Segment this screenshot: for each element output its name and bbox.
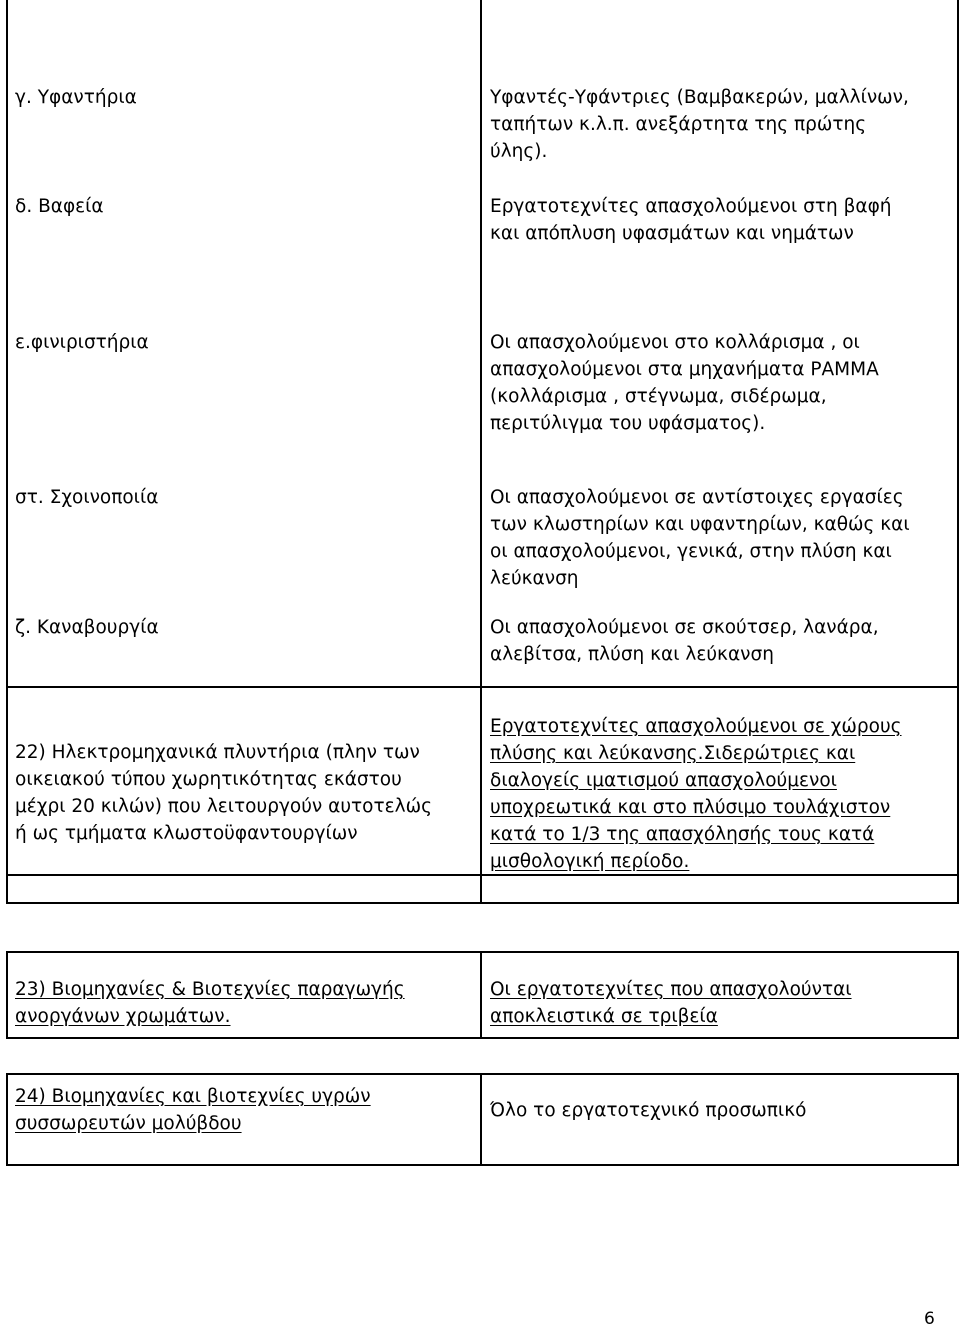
table-border-right [957,1073,959,1166]
row-desc-sxoinopoiia: Οι απασχολούμενοι σε αντίστοιχες εργασίες των κλωστηρίων και υφαντηρίων, καθώς και οι απασχολούμενοι, γενικά, στην πλύση και λεύκανση [490,487,910,589]
row-label-yfantiria: γ. Υφαντήρια [15,87,137,108]
row-label-24: 24) Βιομηχανίες και βιοτεχνίες υγρών συσσωρευτών μολύβδου [15,1086,371,1134]
row-label-finiristiria: ε.φινιριστήρια [15,332,149,353]
table-row-divider [6,1037,959,1039]
row-label-22: 22) Ηλεκτρομηχανικά πλυντήρια (πλην των οικειακού τύπου χωρητικότητας εκάστου μέχρι 20 κιλών) που λειτουργούν αυτοτελώς ή ως τμήματα κλωστοϋφαντουργίων [15,742,432,844]
row-desc-24: Όλο το εργατοτεχνικό προσωπικό [490,1100,807,1121]
table-row-divider [6,686,959,688]
table-border-right [957,0,959,904]
row-desc-vafeia: Εργατοτεχνίτες απασχολούμενοι στη βαφή και απόπλυση υφασμάτων και νημάτων [490,196,892,244]
row-desc-23: Οι εργατοτεχνίτες που απασχολούνται αποκλειστικά σε τριβεία [490,979,852,1027]
row-desc-22: Εργατοτεχνίτες απασχολούμενοι σε χώρους πλύσης και λεύκανσης.Σιδερώτριες και διαλογείς ιματισμού απασχολούμενοι υποχρεωτικά και στο πλύσιμο τουλάχιστον κατά το 1/3 της απασχόλησής τους κατά μισθολογική περίοδο. [490,716,902,872]
table-border-right [957,951,959,1039]
table-column-divider [480,951,482,1039]
row-desc-kanavourgia: Οι απασχολούμενοι σε σκούτσερ, λανάρα, αλεβίτσα, πλύση και λεύκανση [490,617,879,665]
row-label-kanavourgia: ζ. Καναβουργία [15,617,159,638]
page-number: 6 [924,1309,935,1329]
table-top-border [6,951,959,953]
row-label-23: 23) Βιομηχανίες & Βιοτεχνίες παραγωγής ανοργάνων χρωμάτων. [15,979,405,1027]
table-bottom-border [6,1164,959,1166]
table-border-left [6,0,8,904]
row-desc-finiristiria: Οι απασχολούμενοι στο κολλάρισμα , οι απασχολούμενοι στα μηχανήματα ΡΑΜΜΑ (κολλάρισμα , στέγνωμα, σιδέρωμα, περιτύλιγμα του υφάσματος). [490,332,879,434]
table-column-divider [480,1073,482,1166]
table-border-left [6,951,8,1039]
row-label-vafeia: δ. Βαφεία [15,196,104,217]
table-column-divider [480,0,482,904]
table-bottom-border [6,902,959,904]
table-top-border [6,1073,959,1075]
row-desc-yfantiria: Υφαντές-Υφάντριες (Βαμβακερών, μαλλίνων, ταπήτων κ.λ.π. ανεξάρτητα της πρώτης ύλης). [490,87,909,162]
row-label-sxoinopoiia: στ. Σχοινοποιία [15,487,159,508]
table-border-left [6,1073,8,1166]
